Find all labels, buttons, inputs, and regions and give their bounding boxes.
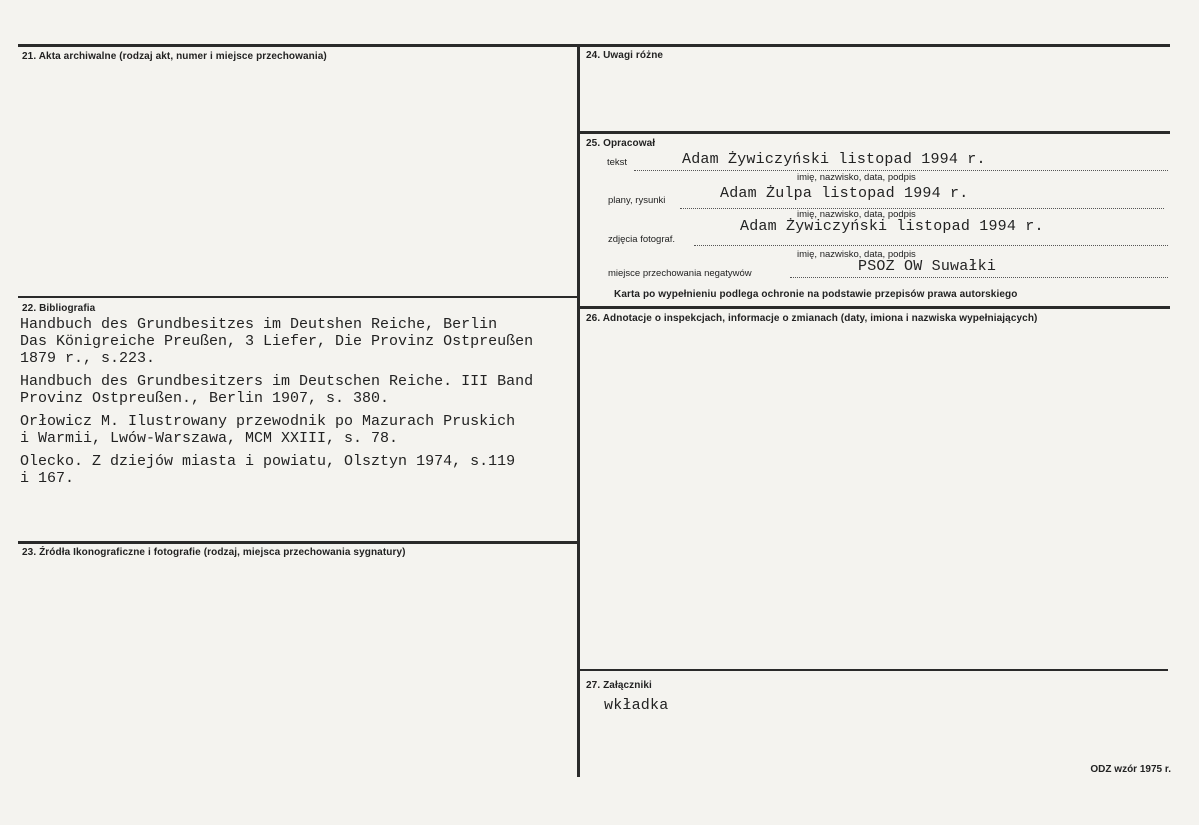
bibliography-entry: Handbuch des Grundbesitzes im Deutshen Reiche, Berlin Das Königreiche Preußen, 3 Liefer, Die Provinz Ostpreußen 1879 r., s.223. xyxy=(20,316,534,367)
zdjecia-caption: imię, nazwisko, data, podpis xyxy=(797,249,916,260)
bibliography-list xyxy=(20,316,580,493)
bibliography-entry: Orłowicz M. Ilustrowany przewodnik po Mazurach Pruskich i Warmii, Lwów-Warszawa, MCM XXIII, s. 78. xyxy=(20,413,516,447)
bibliography-entry: Olecko. Z dziejów miasta i powiatu, Olsztyn 1974, s.119 i 167. xyxy=(20,453,516,487)
section-22-label: 22. Bibliografia xyxy=(22,303,96,314)
copyright-note: Karta po wypełnieniu podlega ochronie na podstawie przepisów prawa autorskiego xyxy=(614,289,1018,300)
section-26-label: 26. Adnotacje o inspekcjach, informacje o zmianach (daty, imiona i nazwiska wypełniających) xyxy=(586,313,1038,324)
zdjecia-label: zdjęcia fotograf. xyxy=(608,234,676,245)
zdjecia-dotted-line xyxy=(694,245,1168,246)
section-23-label: 23. Źródła Ikonograficzne i fotografie (rodzaj, miejsca przechowania sygnatury) xyxy=(22,547,406,558)
tekst-value: Adam Żywiczyński listopad 1994 r. xyxy=(682,151,986,168)
rule-26 xyxy=(578,306,1170,309)
tekst-label: tekst xyxy=(607,157,628,168)
attachments-value: wkładka xyxy=(604,697,669,714)
negatywy-dotted-line xyxy=(790,277,1168,278)
form-template-footer: ODZ wzór 1975 r. xyxy=(1090,764,1171,775)
rule-25 xyxy=(578,131,1170,134)
tekst-caption: imię, nazwisko, data, podpis xyxy=(797,172,916,183)
plany-dotted-line xyxy=(680,208,1164,209)
section-25-label: 25. Opracował xyxy=(586,138,656,149)
bibliography-entry: Handbuch des Grundbesitzers im Deutschen Reiche. III Band Provinz Ostpreußen., Berlin 1907, s. 380. xyxy=(20,373,534,407)
rule-22 xyxy=(18,296,578,298)
tekst-dotted-line xyxy=(634,170,1168,171)
section-24-label: 24. Uwagi różne xyxy=(586,50,664,61)
top-rule xyxy=(18,44,1170,47)
rule-27 xyxy=(578,669,1168,671)
plany-label: plany, rysunki xyxy=(608,195,666,206)
plany-value: Adam Żulpa listopad 1994 r. xyxy=(720,185,969,202)
zdjecia-value: Adam Żywiczyński listopad 1994 r. xyxy=(740,218,1044,235)
negatywy-label: miejsce przechowania negatywów xyxy=(608,268,752,279)
negatywy-value: PSOZ OW Suwałki xyxy=(858,258,997,275)
section-21-label: 21. Akta archiwalne (rodzaj akt, numer i miejsce przechowania) xyxy=(22,51,327,62)
plany-caption: imię, nazwisko, data, podpis xyxy=(797,209,916,220)
section-27-label: 27. Załączniki xyxy=(586,680,652,691)
rule-23 xyxy=(18,541,578,544)
